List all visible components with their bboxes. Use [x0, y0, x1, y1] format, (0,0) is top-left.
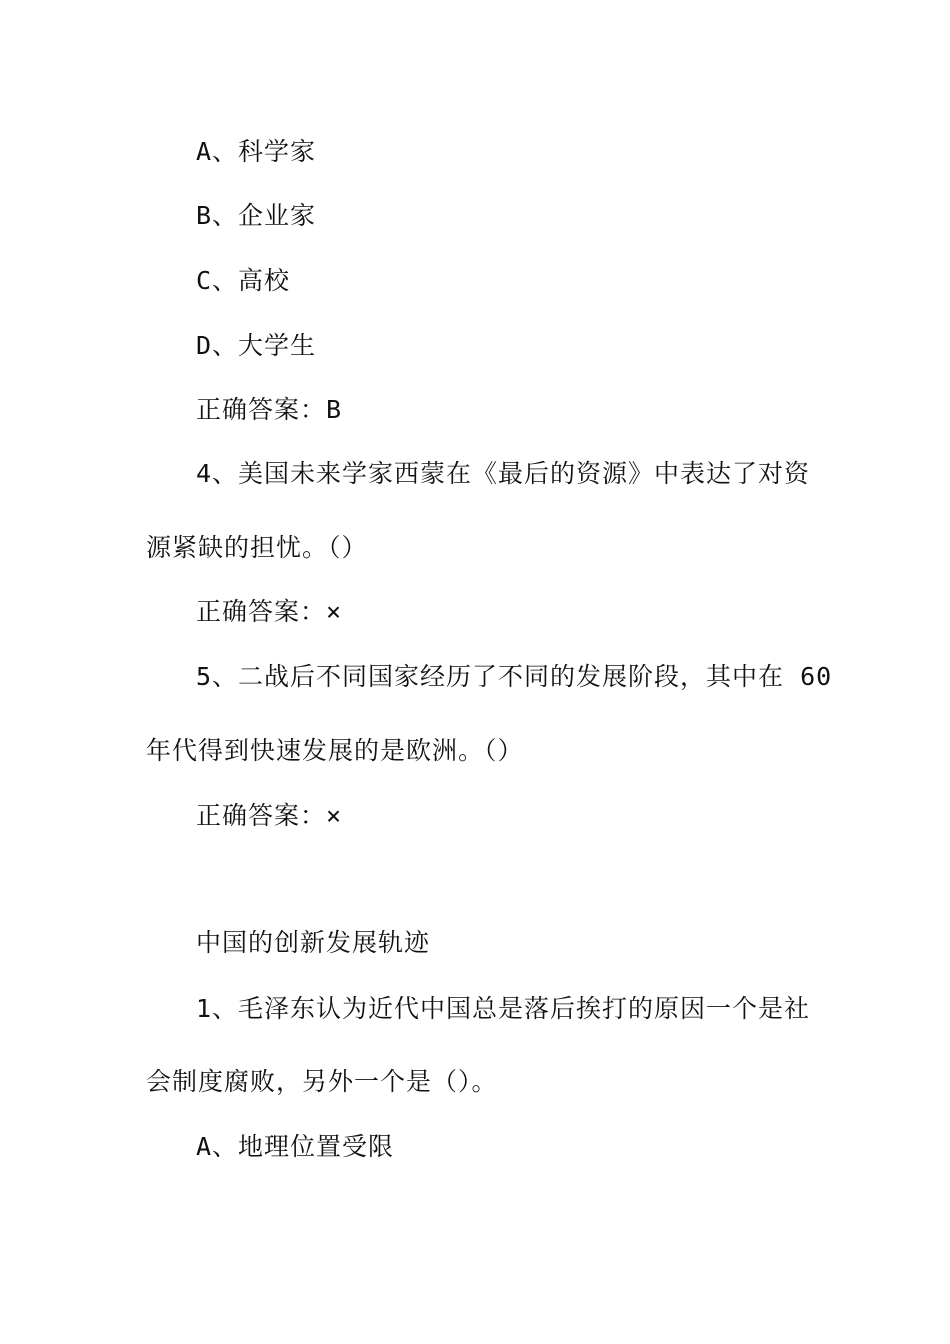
answer-5: 正确答案：×	[196, 801, 343, 830]
question-1-line-1: 1、毛泽东认为近代中国总是落后挨打的原因一个是社	[196, 994, 811, 1023]
option-b-entrepreneur: B、企业家	[196, 201, 317, 230]
option-a-scientist: A、科学家	[196, 137, 317, 166]
question-4-line-2: 源紧缺的担忧。（）	[146, 533, 368, 562]
section-heading: 中国的创新发展轨迹	[196, 928, 431, 957]
question-5-line-2: 年代得到快速发展的是欧洲。（）	[146, 736, 524, 765]
question-4-line-1: 4、美国未来学家西蒙在《最后的资源》中表达了对资	[196, 459, 811, 488]
option-d-student: D、大学生	[196, 331, 317, 360]
option-a-location: A、地理位置受限	[196, 1132, 395, 1161]
question-5-line-1: 5、二战后不同国家经历了不同的发展阶段，其中在 60	[196, 662, 833, 691]
answer-3: 正确答案：B	[196, 395, 343, 424]
option-c-university: C、高校	[196, 266, 291, 295]
answer-4: 正确答案：×	[196, 597, 343, 626]
question-1-line-2: 会制度腐败，另外一个是（）。	[146, 1067, 498, 1096]
